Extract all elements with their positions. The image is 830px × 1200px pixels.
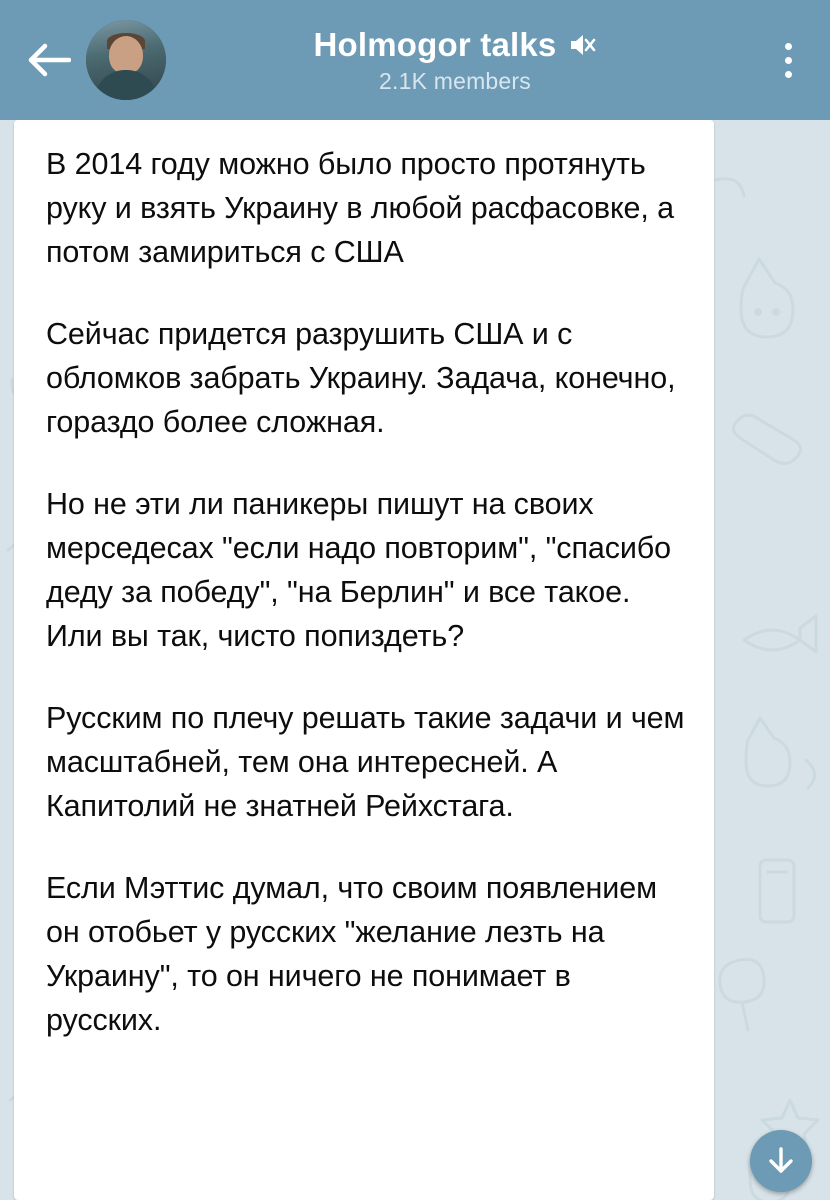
member-count: 2.1K members: [379, 67, 531, 94]
title-row: [313, 26, 596, 64]
page-title: Holmogor talks: [313, 25, 557, 63]
message-paragraph: Если Мэттис думал, что своим появлением он отобьет у русских "желание лезть на Украину", то он ничего не понимает в русских.: [46, 871, 657, 1037]
muted-speaker-icon: [567, 30, 597, 60]
scroll-to-bottom-icon: [764, 1144, 798, 1178]
message-paragraph: Но не эти ли паникеры пишут на своих мерседесах "если надо повторим", "спасибо деду за победу", "на Берлин" и все такое. Или вы так, чисто попиздеть?: [46, 487, 672, 653]
overflow-menu-icon: [785, 57, 792, 64]
avatar[interactable]: [86, 20, 166, 100]
chat-right-margin: [714, 120, 830, 1200]
overflow-menu-icon: [785, 71, 792, 78]
message-paragraph: Русским по плечу решать такие задачи и чем масштабней, тем она интересней. А Капитолий не знатней Рейхстага.: [46, 701, 685, 823]
avatar-face: [109, 36, 143, 74]
scroll-to-bottom-button[interactable]: [750, 1130, 812, 1192]
message-paragraph: В 2014 году можно было просто протянуть руку и взять Украину в любой расфасовке, а потом замириться с США: [46, 147, 675, 269]
overflow-menu-icon: [785, 43, 792, 50]
chat-header: [0, 0, 830, 120]
overflow-menu-button[interactable]: [764, 29, 812, 91]
message-paragraph: Сейчас придется разрушить США и с обломков забрать Украину. Задача, конечно, гораздо более сложная.: [46, 317, 676, 439]
message-bubble[interactable]: [14, 120, 714, 1200]
back-arrow-icon: [27, 43, 71, 77]
header-titles[interactable]: [146, 26, 764, 95]
back-button[interactable]: [18, 29, 80, 91]
